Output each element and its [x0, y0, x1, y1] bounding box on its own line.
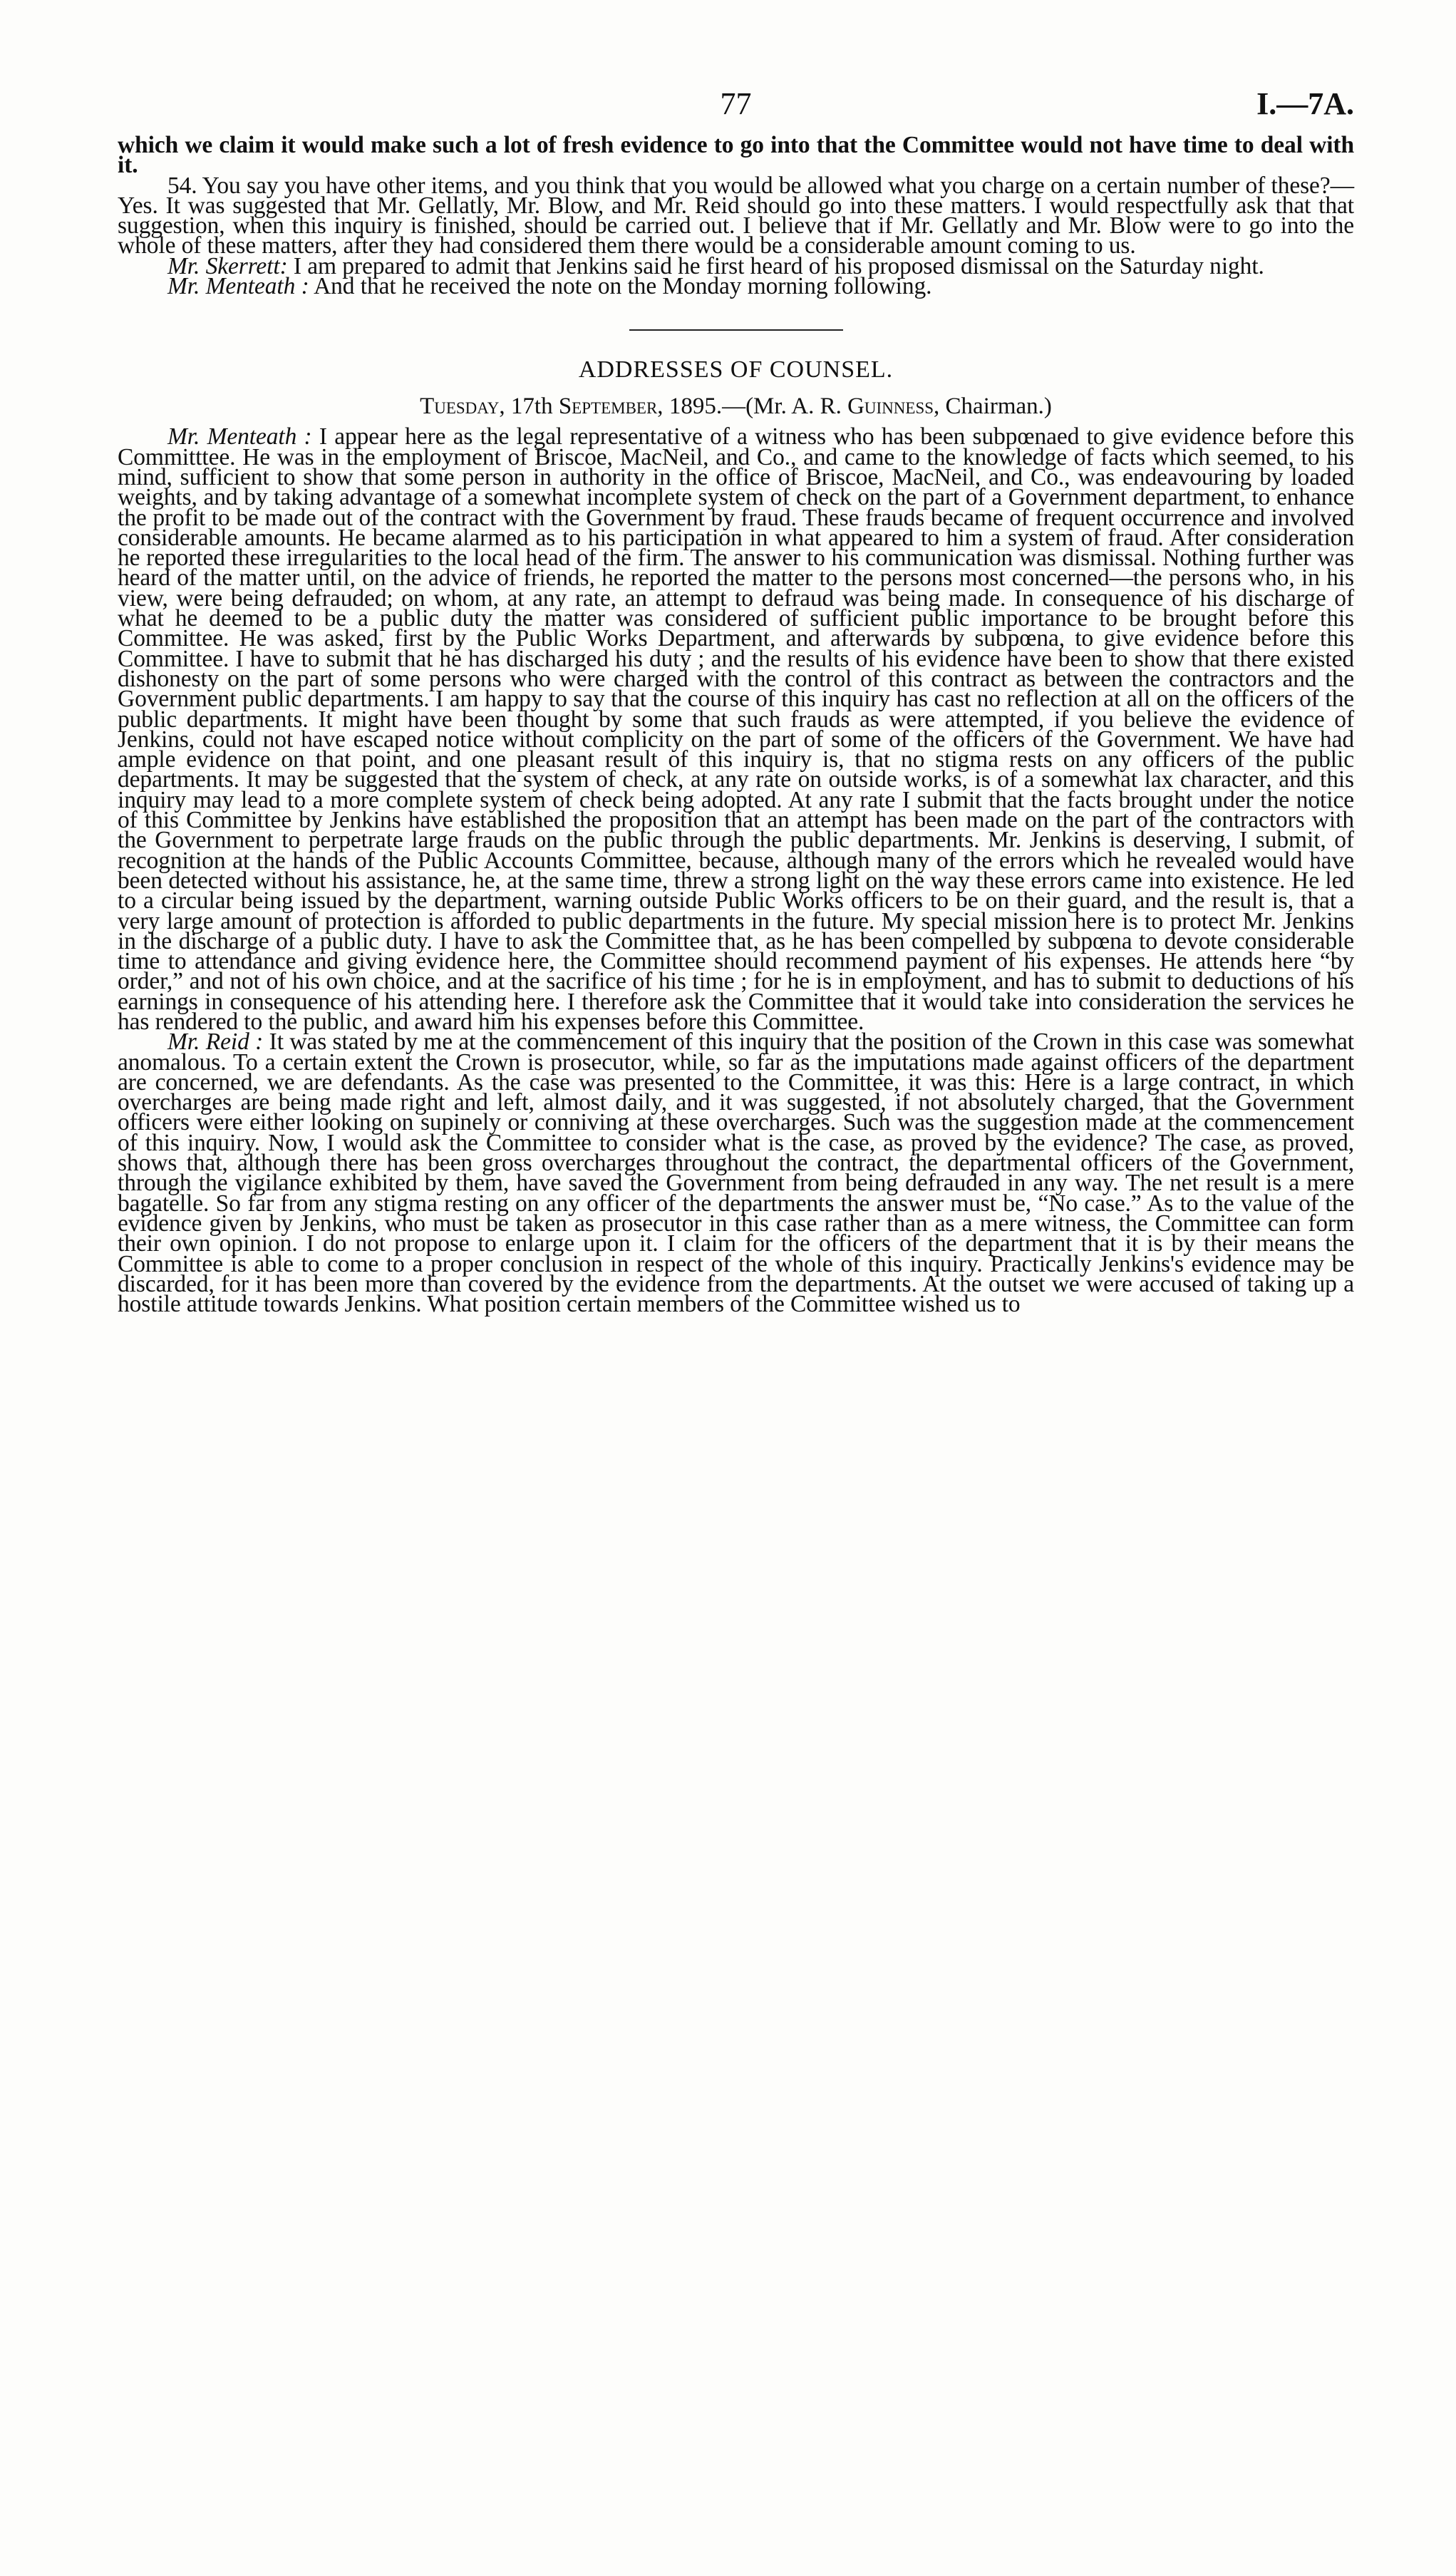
speaker-label: Mr. Skerrett:: [167, 252, 288, 279]
document-reference: I.—7A.: [1256, 86, 1354, 121]
speaker-label: Mr. Menteath :: [167, 273, 309, 300]
address-text: I appear here as the legal representative of a witness who has been subpœnaed to give evidence before this Committtee. He was in the employment of Briscoe, MacNeil, and Co., and came to the knowledge of facts which seemed, to his mind, sufficient to show that some person in authority in the office of Briscoe, MacNeil, and Co., was endeavouring by loaded weights, and by taking advantage of a somewhat incomplete system of check on the part of a Government department, to enhance the profit to be made out of the contract with the Government by fraud. These frauds became of frequent occurrence and involved considerable amounts. He became alarmed as to his participation in what appeared to him a system of fraud. After consideration he reported these irregularities to the local head of the firm. The answer to his communication was dismissal. Nothing further was heard of the matter until, on the advice of friends, he reported the matter to the persons most concerned—the persons who, in his view, were being defrauded; on whom, at any rate, an attempt to defraud was being made. In consequence of his discharge of what he deemed to be a public duty the matter was considered of sufficient public importance to be brought before this Committee. He was asked, first by the Public Works Department, and afterwards by subpœna, to give evidence before this Committee. I have to submit that he has discharged his duty ; and the results of his evidence have been to show that there existed dishonesty on the part of some persons who were charged with the control of this contract as between the contractors and the Government public departments. I am happy to say that the course of this inquiry has cast no reflection at all on the officers of the public departments. It might have been thought by some that such frauds as were attempted, if you believe the evidence of Jenkins, could not have escaped notice without complicity on the part of some of the officers of the Government. We have had ample evidence on that point, and one pleasant result of this inquiry is, that no stigma rests on any officers of the public departments. It may be suggested that the system of check, at any rate on outside works, is of a somewhat lax character, and this inquiry may lead to a more complete system of check being adopted. At any rate I submit that the facts brought under the notice of this Committee by Jenkins have established the proposition that an attempt has been made on the part of the contractors with the Government to perpetrate large frauds on the public through the public departments. Mr. Jenkins is deserving, I submit, of recognition at the hands of the Public Accounts Committee, because, although many of the errors which he revealed would have been detected without his assistance, he, at the same time, threw a strong light on the way these errors came into existence. He led to a circular being issued by the department, warning outside Public Works officers to be on their guard, and the result is, that a very large amount of protection is afforded to public departments in the future. My special mission here is to protect Mr. Jenkins in the discharge of a public duty. I have to ask the Committee that, as he has been compelled by subpœna to devote considerable time to attendance and giving evidence here, the Committee should recommend payment of his expenses. He attends here “by order,” and not of his own choice, and at the sacrifice of his time ; for he is in employment, and has to submit to deductions of his earnings in consequence of his attending here. I therefore ask the Committee that it would take into consideration the services he has rendered to the public, and award him his expenses before this Committee.: [118, 423, 1354, 1035]
speaker-label: Mr. Menteath :: [167, 423, 312, 450]
session-year-chair: 1895.—(Mr. A. R.: [668, 393, 842, 420]
question-54-paragraph: 54. You say you have other items, and you think that you would be allowed what you charge on a certain number of these?—Yes. It was suggested that Mr. Gellatly, Mr. Blow, and Mr. Reid should go into these matters. I would respectfully ask that that suggestion, when this inquiry is finished, should be carried out. I believe that if Mr. Gellatly and Mr. Blow were to go into the whole of these matters, after they had considered them there would be a considerable amount coming to us.: [118, 172, 1354, 259]
session-date: 17th: [510, 393, 553, 420]
session-month: September,: [558, 393, 664, 420]
document-page: [118, 86, 1355, 1318]
statement-text: And that he received the note on the Monday morning following.: [314, 273, 932, 300]
speaker-label: Mr. Reid :: [167, 1029, 264, 1056]
continuation-paragraph: which we claim it would make such a lot of fresh evidence to go into that the Committee would not have time to deal with it.: [118, 132, 1354, 179]
page-number: 77: [720, 86, 752, 121]
section-title: ADDRESSES OF COUNSEL.: [578, 356, 894, 383]
page-header: [118, 86, 1354, 135]
menteath-address: [118, 423, 1354, 1035]
chair-suffix: Chairman.): [945, 393, 1052, 420]
reid-address: [118, 1029, 1355, 1318]
menteath-statement: [118, 273, 1354, 300]
session-date-line: [118, 393, 1354, 420]
chair-surname: Guinness,: [847, 393, 940, 420]
session-day: Tuesday,: [420, 393, 505, 420]
section-divider: [629, 329, 843, 331]
statement-text: I am prepared to admit that Jenkins said he first heard of his proposed dismissal on the Saturday night.: [293, 252, 1264, 279]
address-text: It was stated by me at the commencement of this inquiry that the position of the Crown in this case was somewhat anomalous. To a certain extent the Crown is prosecutor, while, so far as the imputations made against officers of the department are concerned, we are defendants. As the case was presented to the Committee, it was this: Here is a large contract, in which overcharges are being made right and left, almost daily, and it was suggested, if not absolutely charged, that the Government officers were either looking on supinely or conniving at these overcharges. Such was the suggestion made at the commencement of this inquiry. Now, I would ask the Committee to consider what is the case, as proved by the evidence? The case, as proved, shows that, although there has been gross overcharges throughout the contract, the departmental officers of the Government, through the vigilance exhibited by them, have saved the Government from being defrauded in any way. The net result is a mere bagatelle. So far from any stigma resting on any officer of the departments the answer must be, “No case.” As to the value of the evidence given by Jenkins, who must be taken as prosecutor in this case rather than as a mere witness, the Committee can form their own opinion. I do not propose to enlarge upon it. I claim for the officers of the department that it is by their means the Committee is able to come to a proper conclusion in respect of the whole of this inquiry. Practically Jenkins's evidence may be discarded, for it has been more than covered by the evidence from the departments. At the outset we were accused of taking up a hostile attitude towards Jenkins. What position certain members of the Committee wished us to: [118, 1029, 1355, 1318]
